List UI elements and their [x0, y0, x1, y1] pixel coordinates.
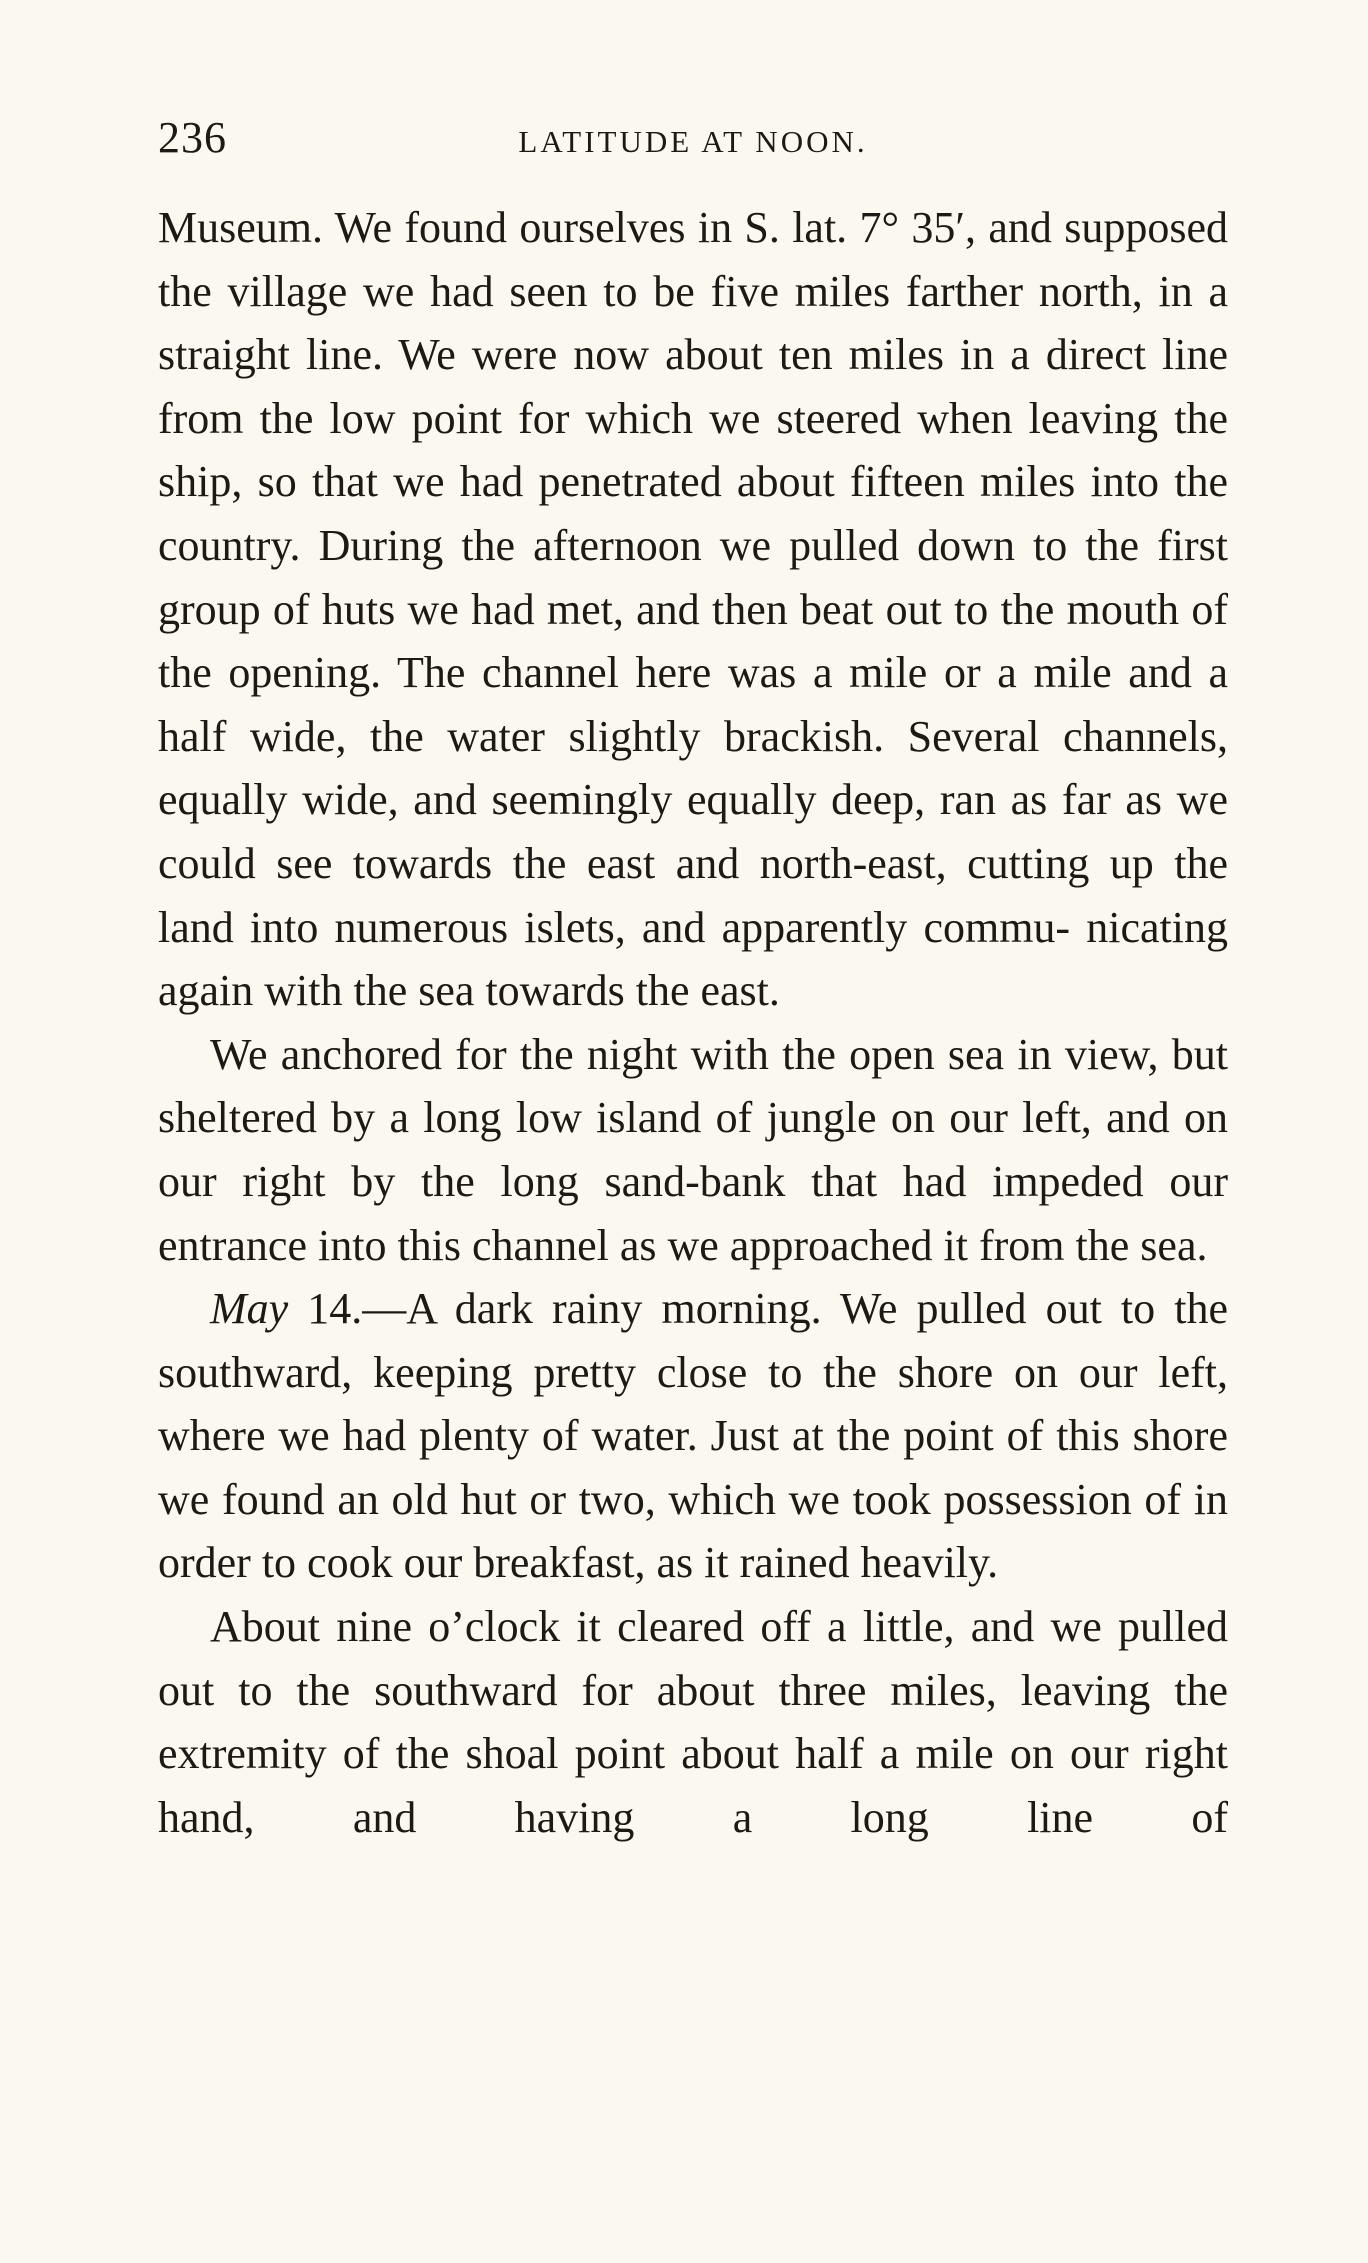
paragraph-3-text: 14.—A dark rainy morning. We pulled out to the southward, keeping pretty close to the shore on our left, where we had plenty of water. Just at the point of this shore we found an old hut or two, which we took possession of in order to cook our breakfast, as it rained heavily.: [158, 1284, 1228, 1588]
body-text: [158, 196, 1228, 1849]
paragraph-1: Museum. We found ourselves in S. lat. 7° 35′, and supposed the village we had seen to be five miles farther north, in a straight line. We were now about ten miles in a direct line from the low point for which we steered when leaving the ship, so that we had penetrated about fifteen miles into the country. During the afternoon we pulled down to the first group of huts we had met, and then beat out to the mouth of the opening. The channel here was a mile or a mile and a half wide, the water slightly brackish. Several channels, equally wide, and seemingly equally deep, ran as far as we could see towards the east and north-east, cutting up the land into numerous islets, and apparently commu- nicating again with the sea towards the east.: [158, 203, 1228, 1016]
paragraph-4: About nine o’clock it cleared off a little, and we pulled out to the southward for about three miles, leaving the extremity of the shoal point about half a mile on our right hand, and having a long line of: [158, 1602, 1228, 1842]
date-label: May: [210, 1284, 289, 1334]
page-header: [158, 108, 1228, 168]
paragraph-3: [158, 1277, 1228, 1595]
paragraph-2: We anchored for the night with the open sea in view, but sheltered by a long low island of jungle on our left, and on our right by the long sand-bank that had impeded our entrance into this channel as we approached it from the sea.: [158, 1029, 1228, 1270]
running-head: LATITUDE AT NOON.: [518, 124, 868, 159]
page-number: 236: [158, 113, 227, 162]
